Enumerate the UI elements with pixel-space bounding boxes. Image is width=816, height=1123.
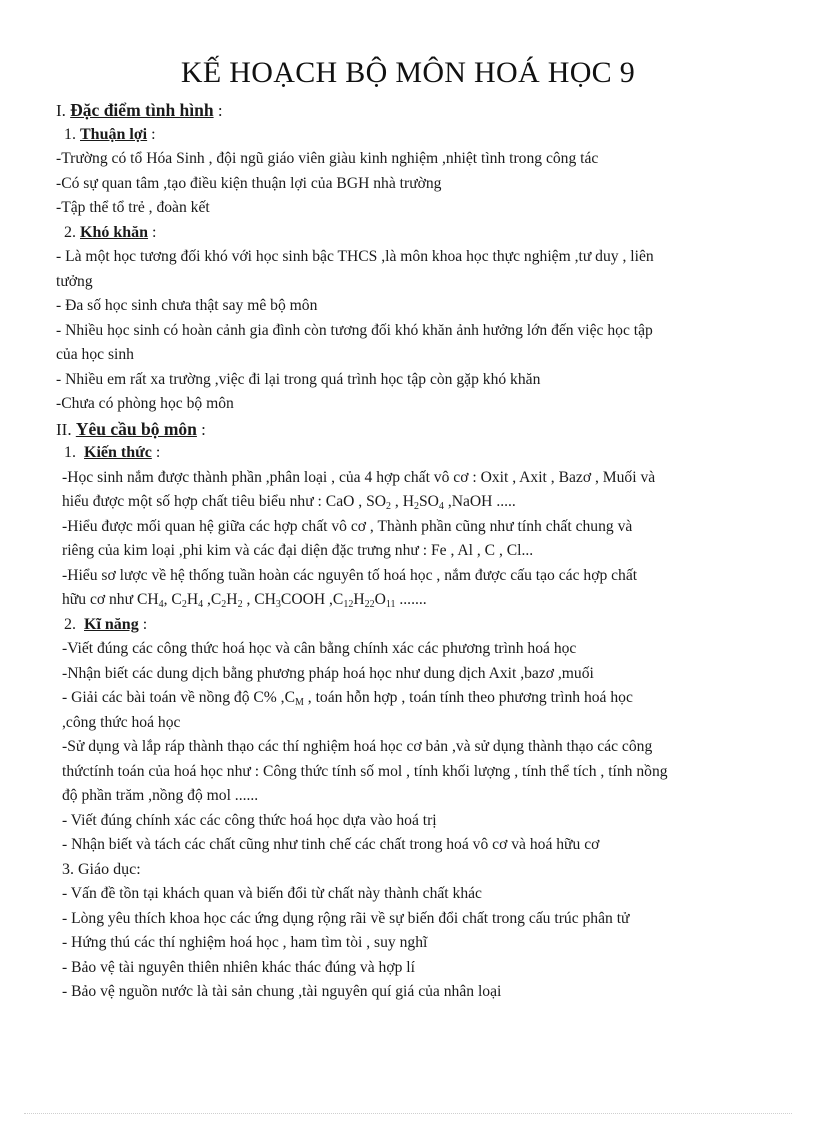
paragraph-line: - Nhiều em rất xa trường ,việc đi lại trong quá trình học tập còn gặp khó khăn xyxy=(56,370,541,388)
subsection-2-1-heading: 1. Kiến thức : xyxy=(64,444,161,461)
subsection-1-1-heading: 1. Thuận lợi : xyxy=(64,125,156,143)
section-title: Yêu cầu bộ môn xyxy=(75,418,197,439)
paragraph-line: -Chưa có phòng học bộ môn xyxy=(56,395,234,412)
paragraph-line: - Viết đúng chính xác các công thức hoá học dựa vào hoá trị xyxy=(62,811,437,829)
paragraph-line: - Giải các bài toán về nồng độ C% $,C_M$ , toán hỗn hợp , toán tính theo phương trình hoá học xyxy=(62,689,633,708)
paragraph-line: của học sinh xyxy=(56,346,134,363)
subsection-2-3-heading: 3. Giáo dục: xyxy=(62,860,141,878)
paragraph-line: riêng của kim loại ,phi kim và các đại diện đặc trưng như : Fe , Al , C , Cl... xyxy=(62,542,534,559)
document-title: KẾ HOẠCH BỘ MÔN HOÁ HỌC 9 xyxy=(180,56,636,89)
subsection-title: Thuận lợi xyxy=(80,125,148,143)
paragraph-line: -Sử dụng và lắp ráp thành thạo các thí nghiệm hoá học cơ bản ,và sử dụng thành thạo các công xyxy=(62,738,653,755)
paragraph-line: thứctính toán của hoá học như : Công thức tính số mol , tính khối lượng , tính thể tích , tính nồng xyxy=(62,762,668,780)
paragraph-line: tưởng xyxy=(56,272,93,290)
subsection-title: Giáo dục: xyxy=(78,860,141,878)
page-bottom-divider xyxy=(24,1113,792,1114)
section-2-heading: II. Yêu cầu bộ môn : xyxy=(56,418,206,439)
paragraph-line: hiểu được một số hợp chất tiêu biểu như : CaO , $SO_2$ , $H_2SO_4$ ,NaOH ..... xyxy=(62,493,516,512)
paragraph-line: - Hứng thú các thí nghiệm hoá học , ham tìm tòi , suy nghĩ xyxy=(62,934,428,951)
paragraph-line: -Có sự quan tâm ,tạo điều kiện thuận lợi của BGH nhà trường xyxy=(56,174,442,192)
section-number: II. xyxy=(56,419,72,439)
subsection-title: Kiến thức xyxy=(84,444,152,461)
paragraph-line: ,công thức hoá học xyxy=(62,713,181,731)
paragraph-line: - Là một học tương đối khó với học sinh bậc THCS ,là môn khoa học thực nghiệm ,tư duy , liên xyxy=(56,248,654,265)
paragraph-line: - Nhận biết và tách các chất cũng như tinh chế các chất trong hoá vô cơ và hoá hữu cơ xyxy=(62,836,600,853)
paragraph-line: độ phần trăm ,nồng độ mol ...... xyxy=(62,787,259,804)
paragraph-line: -Tập thể tổ trẻ , đoàn kết xyxy=(56,199,210,216)
paragraph-line: -Trường có tổ Hóa Sinh , đội ngũ giáo viên giàu kinh nghiệm ,nhiệt tình trong công tác xyxy=(56,150,599,167)
paragraph-line: -Hiểu được mối quan hệ giữa các hợp chất vô cơ , Thành phần cũng như tính chất chung và xyxy=(62,517,633,535)
paragraph-line: -Nhận biết các dung dịch bằng phương pháp hoá học như dung dịch Axit ,bazơ ,muối xyxy=(62,664,594,682)
paragraph-line: -Viết đúng các công thức hoá học và cân bằng chính xác các phương trình hoá học xyxy=(62,640,577,657)
paragraph-line: hữu cơ như $CH_4$, $C_2H_4$ $,C_2H_2$ , $CH_3COOH$ $,C_{12}H_{22}O_{11}$ ....... xyxy=(62,591,427,610)
paragraph-line: - Lòng yêu thích khoa học các ứng dụng rộng rãi về sự biến đổi chất trong cấu trúc phân tử xyxy=(62,909,630,927)
subsection-title: Khó khăn xyxy=(80,223,149,241)
section-1-heading: I. Đặc điểm tình hình : xyxy=(56,100,223,120)
paragraph-line: - Bảo vệ tài nguyên thiên nhiên khác thác đúng và hợp lí xyxy=(62,958,415,976)
paragraph-line: - Đa số học sinh chưa thật say mê bộ môn xyxy=(56,297,318,314)
document-body xyxy=(56,98,768,1005)
subsection-title: Kĩ năng xyxy=(84,615,139,633)
paragraph-line: -Học sinh nắm được thành phần ,phân loại , của 4 hợp chất vô cơ : Oxit , Axit , Bazơ , Muối và xyxy=(62,468,656,486)
subsection-1-2-heading: 2. Khó khăn : xyxy=(64,223,157,241)
subsection-2-2-heading: 2. Kĩ năng : xyxy=(64,615,148,633)
section-number: I. xyxy=(56,101,66,120)
paragraph-line: - Vấn đề tồn tại khách quan và biến đổi từ chất này thành chất khác xyxy=(62,885,482,902)
section-title: Đặc điểm tình hình xyxy=(70,100,214,120)
paragraph-line: - Bảo vệ nguồn nước là tài sản chung ,tài nguyên quí giá của nhân loại xyxy=(62,983,502,1000)
paragraph-line: -Hiểu sơ lược về hệ thống tuần hoàn các nguyên tố hoá học , nắm được cấu tạo các hợp chất xyxy=(62,566,638,584)
paragraph-line: - Nhiều học sinh có hoàn cảnh gia đình còn tương đối khó khăn ảnh hưởng lớn đến việc học tập xyxy=(56,321,653,339)
